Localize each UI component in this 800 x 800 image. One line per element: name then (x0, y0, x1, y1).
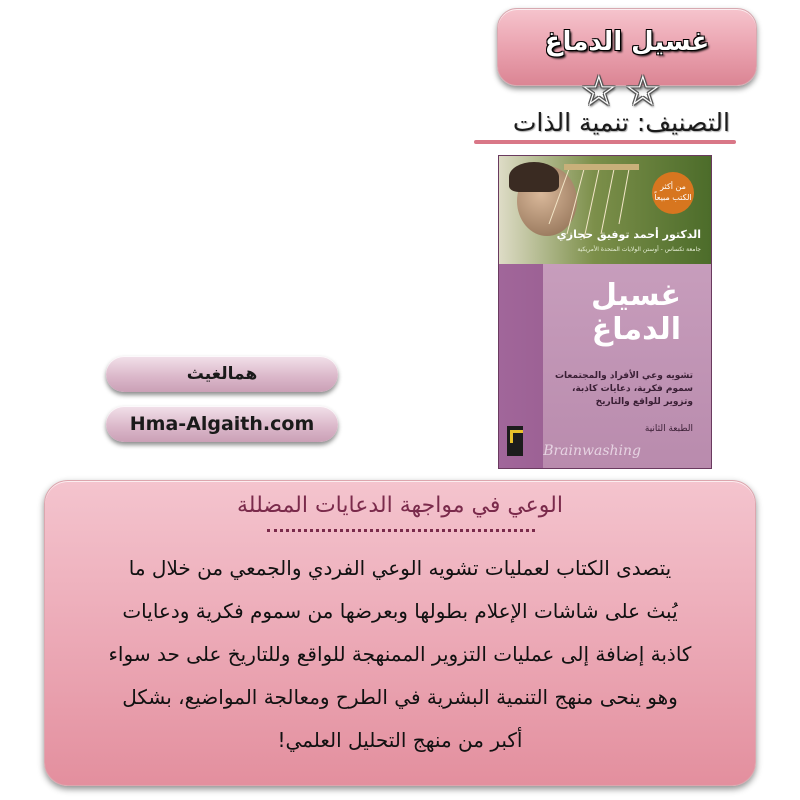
description-box (44, 480, 756, 786)
description-line: كاذبة إضافة إلى عمليات التزوير الممنهجة للواقع وللتاريخ على حد سواء (108, 642, 692, 666)
brand-name-pill: همالغيث (106, 356, 338, 392)
cover-subtitle (513, 370, 693, 409)
cover-subtitle-line2: سموم فكرية، دعايات كاذبة، (572, 384, 693, 394)
description-line: أكبر من منهج التحليل العلمي! (277, 728, 523, 752)
category-label: التصنيف: تنمية الذات (512, 108, 730, 137)
dotted-divider (267, 529, 535, 532)
book-title-heading: غسيل الدماغ (544, 27, 710, 57)
cover-subtitle-line3: وتزوير للواقع والتاريخ (595, 397, 693, 407)
cover-title (541, 279, 681, 347)
publisher-logo-icon (507, 426, 523, 456)
description-line: يتصدى الكتاب لعمليات تشويه الوعي الفردي والجمعي من خلال ما (128, 556, 672, 580)
website-link[interactable]: Hma-Algaith.com (106, 406, 338, 442)
star-icon: ☆ (580, 66, 618, 115)
description-line: يُبث على شاشات الإعلام بطولها وبعرضها من سموم فكرية ودعايات (122, 599, 678, 623)
cover-title-line1: غسيل (590, 278, 681, 313)
star-icon: ☆ (624, 66, 662, 115)
star-rating (580, 66, 670, 115)
bestseller-badge: من أكثر الكتب مبيعاً (652, 172, 694, 214)
book-cover-image (498, 155, 712, 469)
cover-title-line2: الدماغ (591, 312, 681, 347)
cover-edition: الطبعة الثانية (644, 424, 693, 434)
cover-english-title: Brainwashing (543, 443, 641, 459)
description-text (65, 547, 735, 762)
category-underline (474, 140, 736, 144)
cover-author: الدكتور أحمد توفيق حجازي (556, 228, 701, 241)
cover-university: جامعة تكساس - أوستن الولايات المتحدة الأمريكية (577, 246, 701, 253)
description-line: وهو ينحى منهج التنمية البشرية في الطرح ومعالجة المواضيع، بشكل (122, 685, 678, 709)
cover-subtitle-line1: تشويه وعي الأفراد والمجتمعات (554, 371, 693, 381)
description-heading: الوعي في مواجهة الدعايات المضللة (237, 493, 563, 518)
cover-photo-area (499, 156, 711, 264)
